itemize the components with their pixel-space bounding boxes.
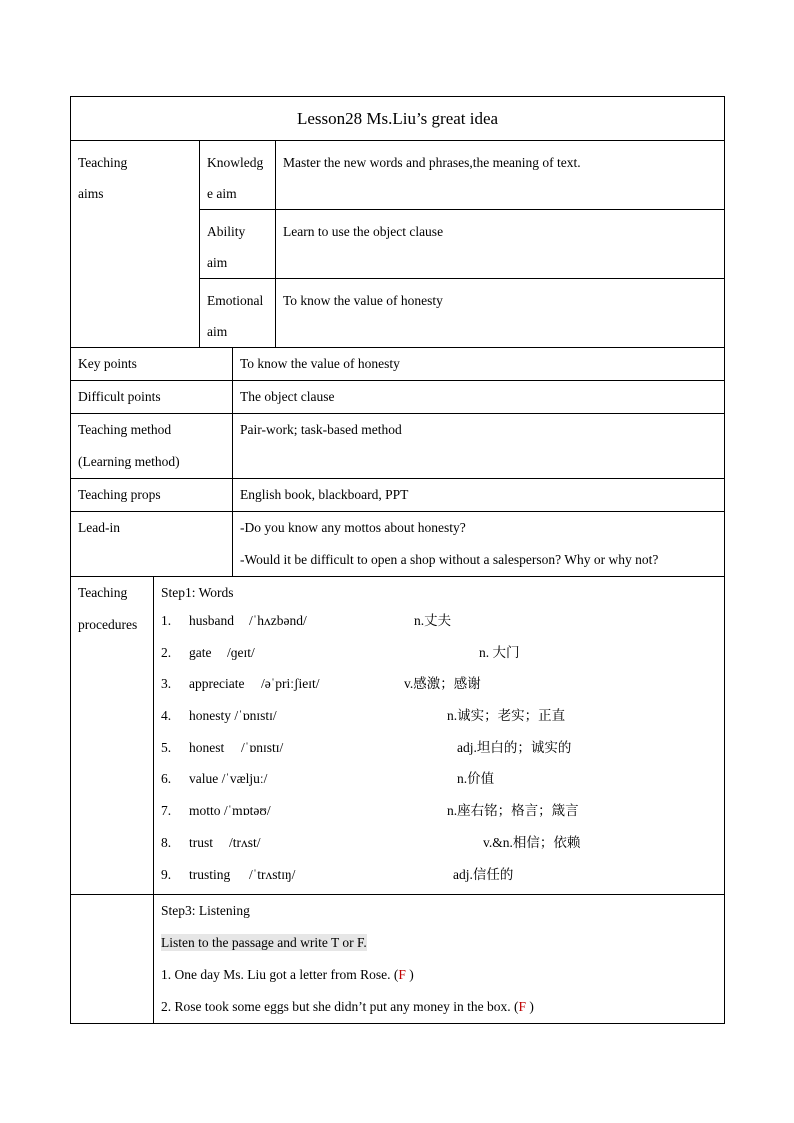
word-list — [161, 605, 717, 890]
word-row — [161, 763, 717, 795]
listening-instruction: Listen to the passage and write T or F. — [161, 935, 367, 950]
word-meaning: n.丈夫 — [414, 613, 452, 628]
lesson-plan-table — [70, 96, 725, 1024]
lead-in-question-1: -Do you know any mottos about honesty? — [240, 520, 466, 535]
teaching-procedures-label: Teaching procedures — [71, 577, 154, 895]
emotional-aim-text: To know the value of honesty — [276, 279, 725, 348]
word-phonetic: /trʌst/ — [229, 834, 261, 850]
word-term: value /ˈvæljuː/ — [189, 771, 268, 787]
teaching-props-text: English book, blackboard, PPT — [233, 479, 725, 512]
word-term: gate — [189, 644, 212, 660]
word-row — [161, 637, 717, 669]
teaching-aims-label: Teaching aims — [71, 141, 200, 348]
word-number: 2. — [161, 644, 172, 660]
statement-2: 2. Rose took some eggs but she didn’t put any money in the box. (F ) — [161, 999, 534, 1014]
lead-in-question-2: -Would it be difficult to open a shop without a salesperson? Why or why not? — [240, 552, 659, 567]
word-term: trusting — [189, 866, 231, 882]
lesson-title: Lesson28 Ms.Liu’s great idea — [71, 97, 725, 141]
word-row — [161, 827, 717, 859]
word-number: 6. — [161, 771, 172, 787]
word-term: trust — [189, 834, 214, 850]
word-meaning: v.感激；感谢 — [404, 676, 481, 692]
word-meaning: n.座右铭；格言；箴言 — [447, 803, 579, 819]
word-term: honest — [189, 739, 225, 755]
difficult-points-label: Difficult points — [71, 381, 233, 414]
statement-1: 1. One day Ms. Liu got a letter from Rose. (F ) — [161, 967, 414, 982]
word-term: motto /ˈmɒtəʊ/ — [189, 803, 271, 819]
difficult-points-text: The object clause — [233, 381, 725, 414]
word-meaning: n.价值 — [457, 771, 495, 787]
word-row — [161, 668, 717, 700]
step1-title: Step1: Words — [161, 585, 234, 600]
step3-empty-cell — [71, 895, 154, 1024]
ability-aim-text: Learn to use the object clause — [276, 210, 725, 279]
emotional-aim-label: Emotional aim — [200, 279, 276, 348]
step1-words — [154, 577, 725, 895]
teaching-method-label: Teaching method (Learning method) — [71, 414, 233, 479]
ability-aim-label: Ability aim — [200, 210, 276, 279]
statement-1-answer: F — [398, 967, 406, 982]
word-number: 1. — [161, 613, 172, 628]
statement-2-answer: F — [518, 999, 526, 1014]
word-number: 7. — [161, 803, 172, 819]
word-number: 4. — [161, 708, 172, 724]
knowledge-aim-text: Master the new words and phrases,the meaning of text. — [276, 141, 725, 210]
word-phonetic: /ˈhʌzbənd/ — [249, 613, 307, 628]
lead-in-text — [233, 512, 725, 577]
knowledge-aim-label: Knowledg e aim — [200, 141, 276, 210]
word-meaning: adj.信任的 — [453, 866, 514, 882]
word-row — [161, 859, 717, 891]
word-phonetic: /ˈɒnɪstɪ/ — [241, 739, 284, 755]
key-points-label: Key points — [71, 348, 233, 381]
word-number: 9. — [161, 866, 172, 882]
step3-listening — [154, 895, 725, 1024]
word-phonetic: /ɡeɪt/ — [227, 644, 255, 660]
word-meaning: n. 大门 — [479, 644, 520, 660]
word-term: husband — [189, 613, 234, 628]
word-term: honesty /ˈɒnɪstɪ/ — [189, 708, 277, 724]
word-row — [161, 795, 717, 827]
word-phonetic: /əˈpriːʃieɪt/ — [261, 676, 320, 692]
word-phonetic: /ˈtrʌstɪŋ/ — [249, 866, 296, 882]
word-number: 8. — [161, 834, 172, 850]
step3-title: Step3: Listening — [161, 903, 250, 918]
word-number: 5. — [161, 739, 172, 755]
lesson-plan — [70, 96, 724, 1024]
word-row — [161, 732, 717, 764]
word-row — [161, 605, 717, 637]
word-number: 3. — [161, 676, 172, 692]
key-points-text: To know the value of honesty — [233, 348, 725, 381]
teaching-props-label: Teaching props — [71, 479, 233, 512]
word-meaning: adj.坦白的；诚实的 — [457, 739, 572, 755]
teaching-method-text: Pair-work; task-based method — [233, 414, 725, 479]
word-term: appreciate — [189, 676, 245, 692]
word-meaning: v.&n.相信；依赖 — [483, 834, 581, 850]
word-meaning: n.诚实；老实；正直 — [447, 708, 566, 724]
lead-in-label: Lead-in — [71, 512, 233, 577]
word-row — [161, 700, 717, 732]
